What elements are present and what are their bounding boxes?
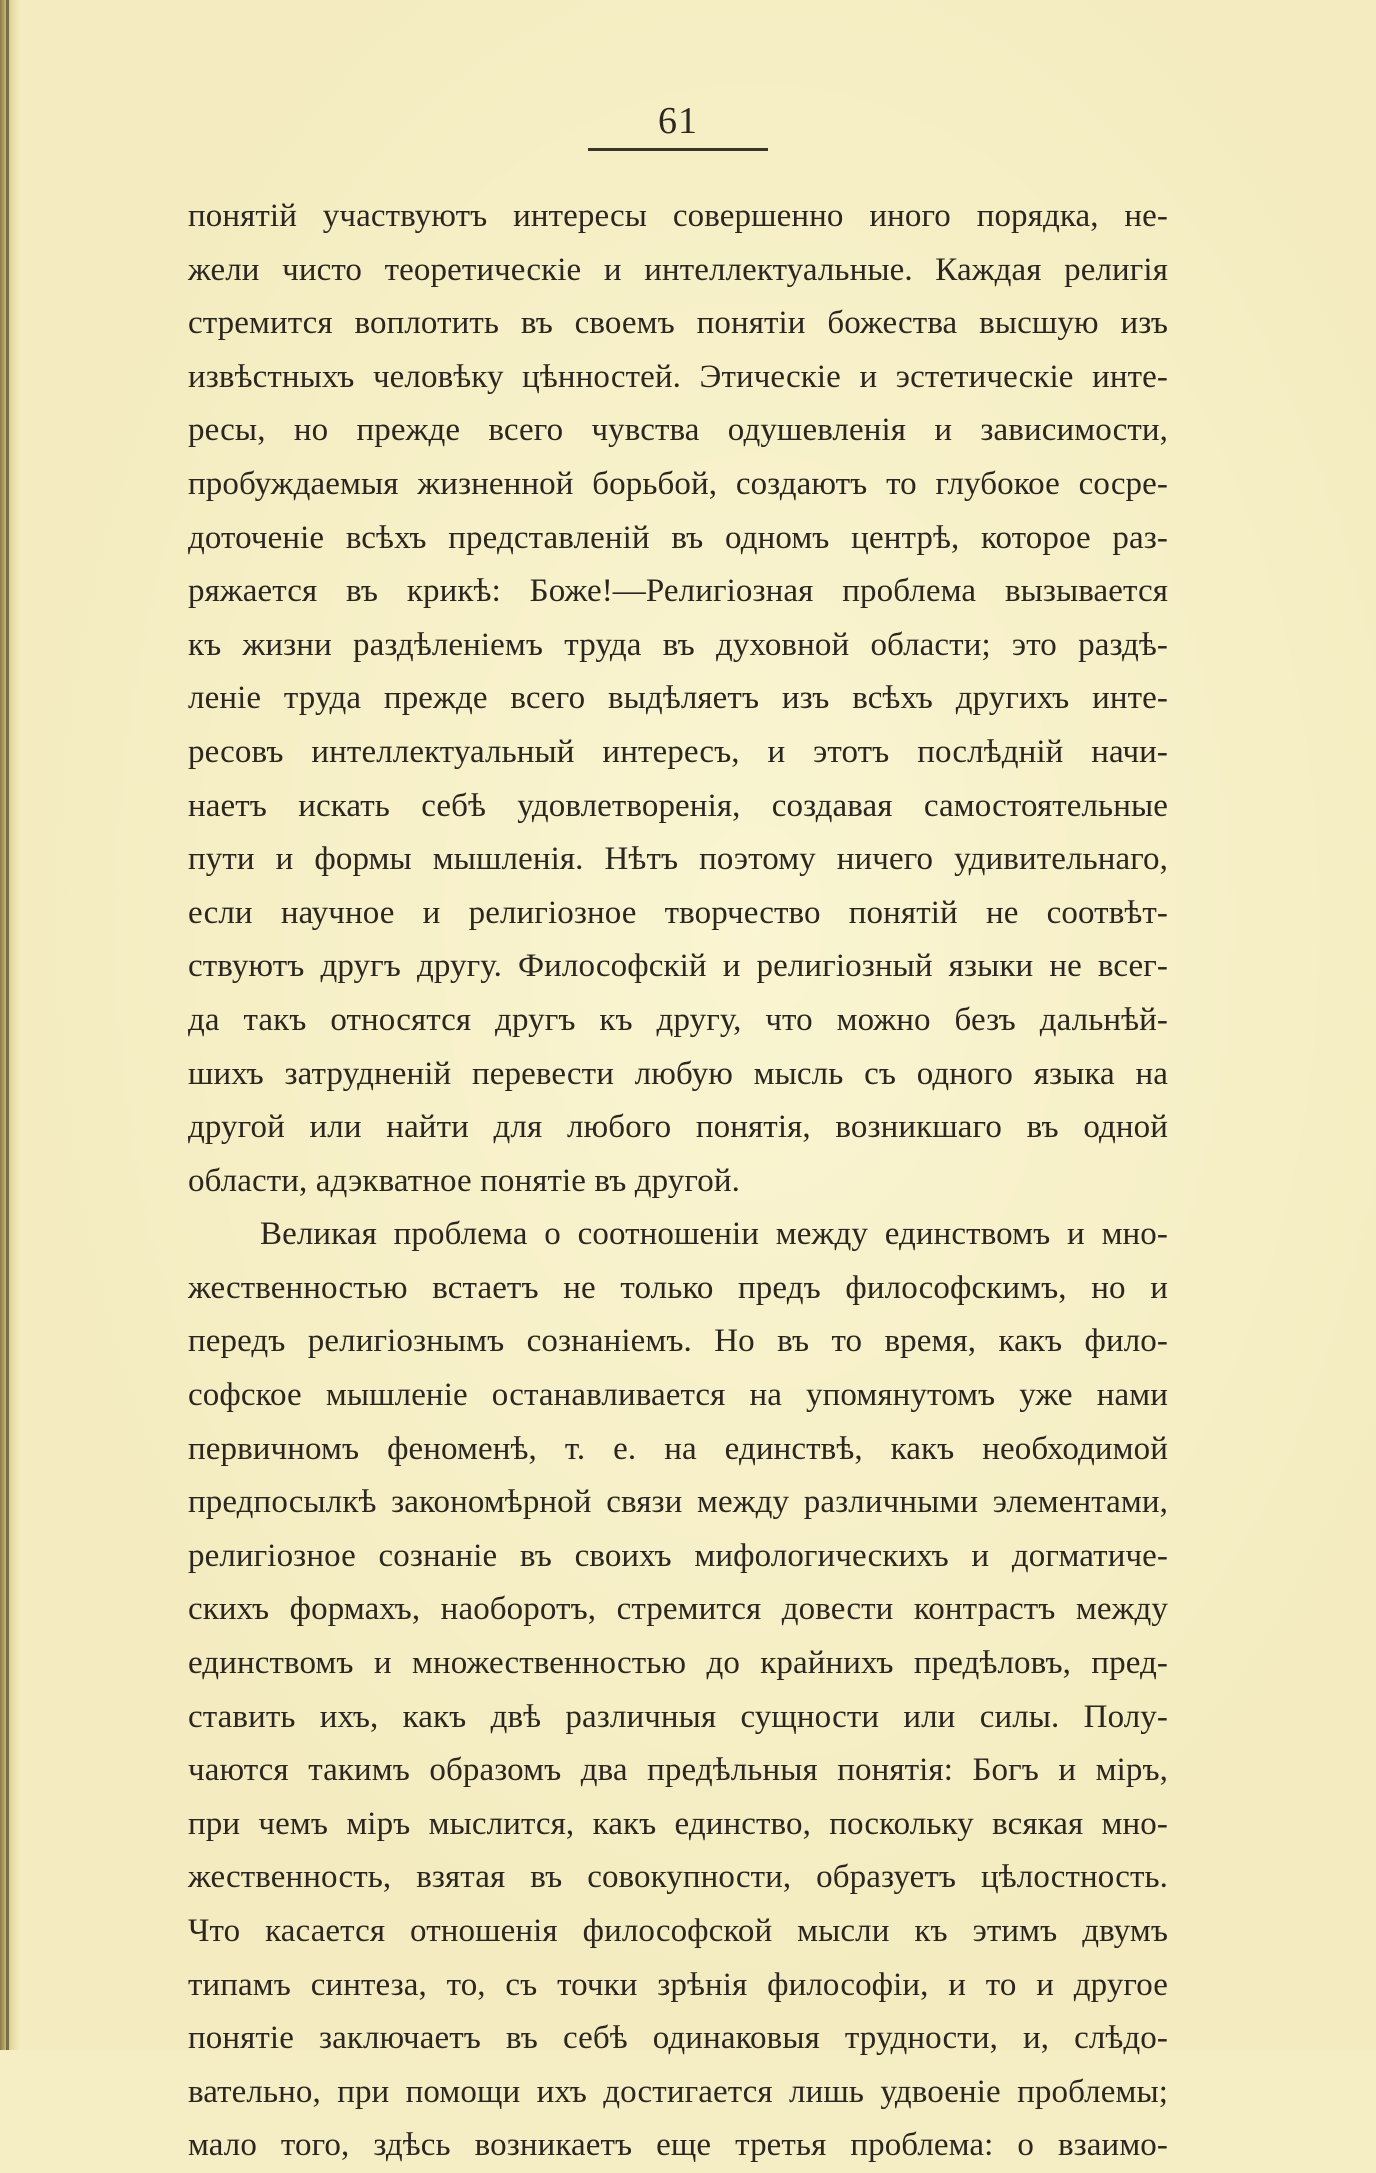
text-line: доточеніе всѣхъ представленій въ одномъ центрѣ, которое раз- [188,519,1168,556]
text-line: пути и формы мышленія. Нѣтъ поэтому ничего удивительнаго, [188,841,1168,878]
paragraph-1 [188,190,1168,1208]
page-header [588,98,768,151]
paragraph-2 [188,1208,1168,2173]
text-line: ствуютъ другъ другу. Философскій и религіозный языки не всег- [188,948,1168,985]
text-line: жели чисто теоретическіе и интеллектуальные. Каждая религія [188,251,1168,288]
body-text [188,190,1168,2173]
text-line: чаются такимъ образомъ два предѣльныя понятія: Богъ и міръ, [188,1752,1168,1789]
text-line: передъ религіознымъ сознаніемъ. Но въ то время, какъ фило- [188,1323,1168,1360]
text-line: понятій участвуютъ интересы совершенно иного порядка, не- [188,198,1168,234]
header-rule [588,148,768,151]
text-line: къ жизни раздѣленіемъ труда въ духовной области; это раздѣ- [188,626,1168,663]
text-line: мало того, здѣсь возникаетъ еще третья проблема: о взаимо- [188,2127,1168,2164]
text-line: другой или найти для любого понятія, возникшаго въ одной [188,1109,1168,1146]
text-line: скихъ формахъ, наоборотъ, стремится довести контрастъ между [188,1591,1168,1628]
text-line: да такъ относятся другъ къ другу, что можно безъ дальнѣй- [188,1001,1168,1038]
text-line: жественность, взятая въ совокупности, образуетъ цѣлостность. [188,1859,1168,1896]
text-line: леніе труда прежде всего выдѣляетъ изъ всѣхъ другихъ инте- [188,680,1168,717]
text-line: наетъ искать себѣ удовлетворенія, создавая самостоятельные [188,787,1168,824]
text-line: вательно, при помощи ихъ достигается лишь удвоеніе проблемы; [188,2073,1168,2110]
text-line: стремится воплотить въ своемъ понятіи божества высшую изъ [188,305,1168,342]
text-line: Что касается отношенія философской мысли къ этимъ двумъ [188,1913,1168,1949]
text-line: ставить ихъ, какъ двѣ различныя сущности или силы. Полу- [188,1698,1168,1735]
page-number: 61 [658,100,698,142]
text-line: первичномъ феноменѣ, т. е. на единствѣ, какъ необходимой [188,1430,1168,1467]
text-line: жественностью встаетъ не только предъ философскимъ, но и [188,1269,1168,1306]
text-line: извѣстныхъ человѣку цѣнностей. Этическіе и эстетическіе инте- [188,358,1168,395]
text-line: области, адэкватное понятіе въ другой. [188,1162,740,1199]
text-line: пробуждаемыя жизненной борьбой, создаютъ то глубокое сосре- [188,465,1168,502]
text-line: единствомъ и множественностью до крайнихъ предѣловъ, пред- [188,1645,1168,1682]
text-line: софское мышленіе останавливается на упомянутомъ уже нами [188,1377,1168,1414]
text-line: понятіе заключаетъ въ себѣ одинаковыя трудности, и, слѣдо- [188,2020,1168,2057]
text-line: при чемъ міръ мыслится, какъ единство, поскольку всякая мно- [188,1805,1168,1842]
text-line: если научное и религіозное творчество понятій не соотвѣт- [188,894,1168,931]
text-line: Великая проблема о соотношеніи между единствомъ и мно- [260,1216,1168,1253]
text-line: типамъ синтеза, то, съ точки зрѣнія философіи, и то и другое [188,1966,1168,2003]
text-line: ресовъ интеллектуальный интересъ, и этотъ послѣдній начи- [188,733,1168,770]
page-binding-line [6,0,9,2050]
text-line: ресы, но прежде всего чувства одушевленія и зависимости, [188,412,1168,449]
text-line: шихъ затрудненій перевести любую мысль съ одного языка на [188,1055,1168,1092]
text-line: ряжается въ крикѣ: Боже!—Религіозная проблема вызывается [188,573,1168,610]
text-line: предпосылкѣ закономѣрной связи между различными элементами, [188,1484,1168,1521]
page-binding-edge [0,0,20,2050]
text-line: религіозное сознаніе въ своихъ мифологическихъ и догматиче- [188,1537,1168,1574]
